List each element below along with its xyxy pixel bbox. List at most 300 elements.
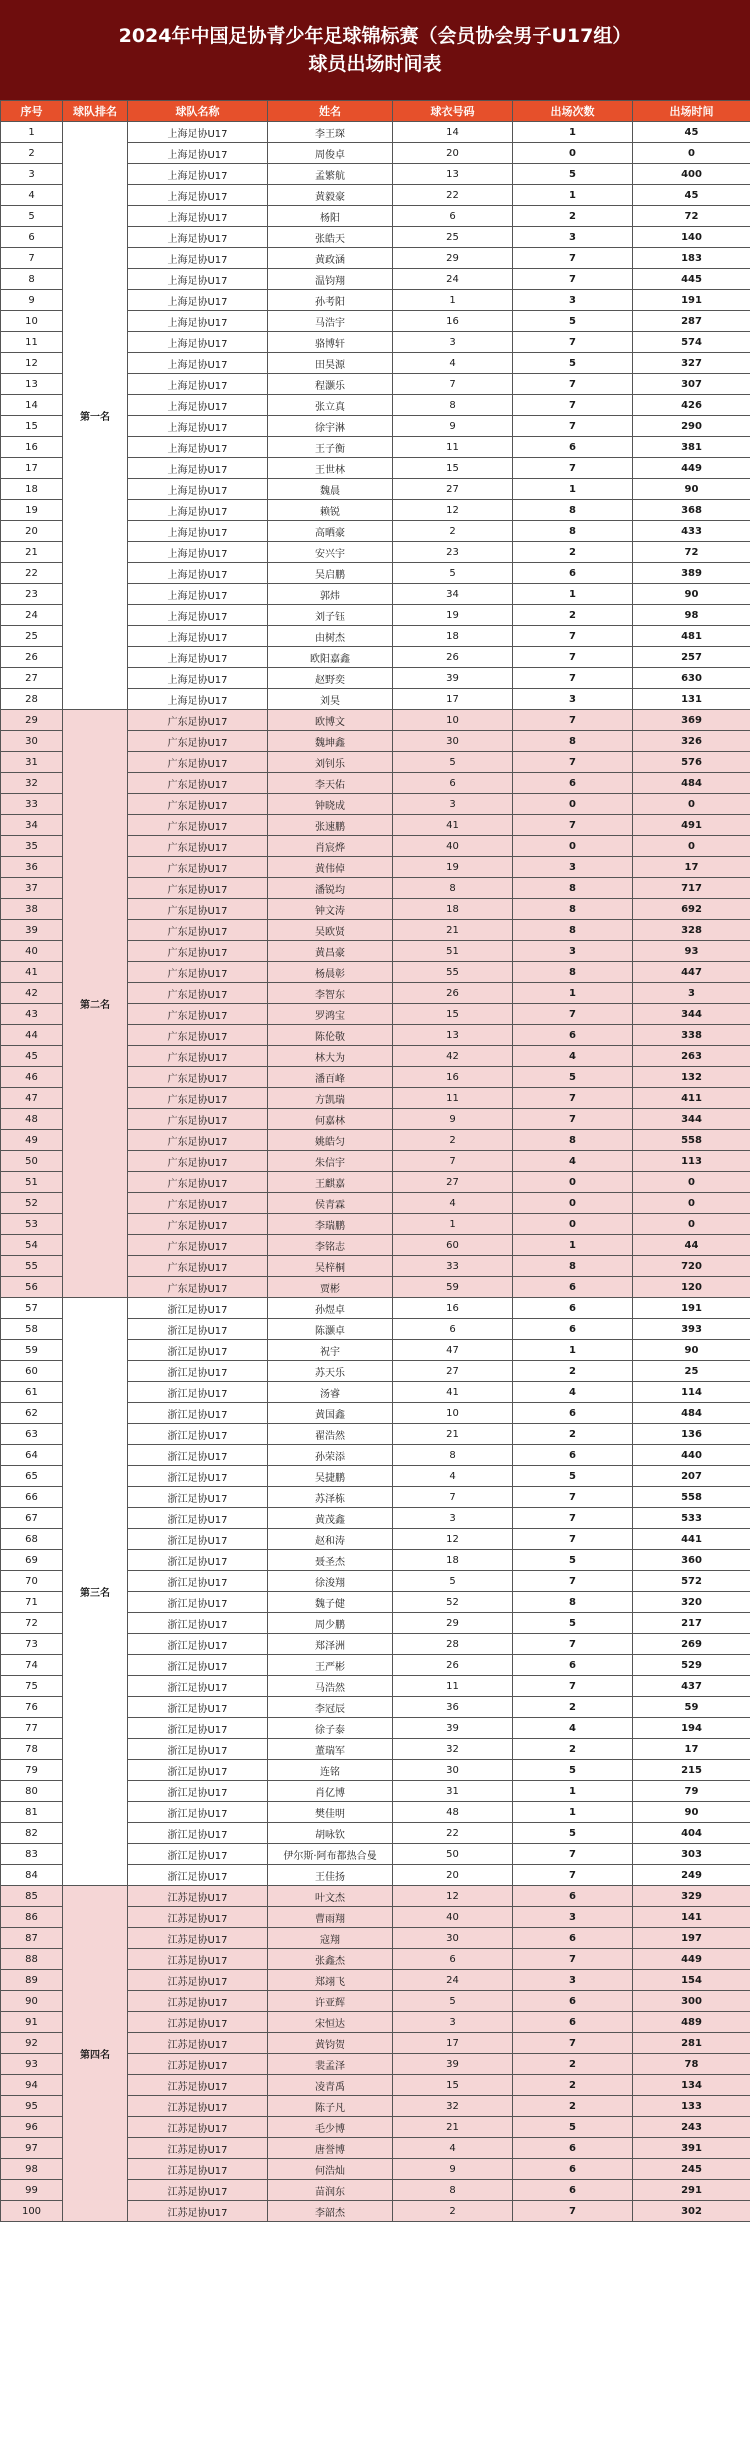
row-index: 87 [1,1928,63,1949]
minutes-cell: 302 [633,2201,750,2222]
team-name-cell: 广东足协U17 [128,731,268,752]
player-name-cell: 魏晨 [268,479,393,500]
player-name-cell: 吴梓桐 [268,1256,393,1277]
jersey-number-cell: 8 [393,1445,513,1466]
minutes-cell: 484 [633,1403,750,1424]
team-name-cell: 上海足协U17 [128,353,268,374]
team-name-cell: 江苏足协U17 [128,2180,268,2201]
player-name-cell: 翟浩然 [268,1424,393,1445]
team-name-cell: 上海足协U17 [128,689,268,710]
appearances-cell: 0 [513,1193,633,1214]
row-index: 89 [1,1970,63,1991]
minutes-cell: 533 [633,1508,750,1529]
minutes-cell: 290 [633,416,750,437]
row-index: 76 [1,1697,63,1718]
team-name-cell: 浙江足协U17 [128,1361,268,1382]
minutes-cell: 17 [633,857,750,878]
jersey-number-cell: 47 [393,1340,513,1361]
jersey-number-cell: 41 [393,815,513,836]
appearances-cell: 2 [513,1424,633,1445]
team-name-cell: 上海足协U17 [128,647,268,668]
table-row [1,122,750,143]
player-minutes-table [0,100,750,2222]
player-name-cell: 黄毅豪 [268,185,393,206]
team-rank-cell: 第一名 [63,122,128,710]
row-index: 35 [1,836,63,857]
jersey-number-cell: 8 [393,878,513,899]
minutes-cell: 389 [633,563,750,584]
player-name-cell: 曹雨翔 [268,1907,393,1928]
team-name-cell: 浙江足协U17 [128,1634,268,1655]
player-name-cell: 吴启鹏 [268,563,393,584]
appearances-cell: 0 [513,1172,633,1193]
jersey-number-cell: 4 [393,2138,513,2159]
appearances-cell: 8 [513,878,633,899]
appearances-cell: 5 [513,164,633,185]
appearances-cell: 5 [513,1466,633,1487]
minutes-cell: 90 [633,479,750,500]
appearances-cell: 6 [513,1298,633,1319]
minutes-cell: 326 [633,731,750,752]
player-name-cell: 骆博轩 [268,332,393,353]
player-name-cell: 钟晓成 [268,794,393,815]
appearances-cell: 7 [513,332,633,353]
row-index: 91 [1,2012,63,2033]
jersey-number-cell: 55 [393,962,513,983]
minutes-cell: 93 [633,941,750,962]
minutes-cell: 574 [633,332,750,353]
team-name-cell: 广东足协U17 [128,1256,268,1277]
appearances-cell: 2 [513,1361,633,1382]
jersey-number-cell: 8 [393,395,513,416]
team-name-cell: 江苏足协U17 [128,2054,268,2075]
jersey-number-cell: 11 [393,1676,513,1697]
player-name-cell: 叶文杰 [268,1886,393,1907]
appearances-cell: 7 [513,1676,633,1697]
row-index: 52 [1,1193,63,1214]
minutes-cell: 481 [633,626,750,647]
jersey-number-cell: 50 [393,1844,513,1865]
team-name-cell: 广东足协U17 [128,962,268,983]
player-name-cell: 魏坤鑫 [268,731,393,752]
row-index: 1 [1,122,63,143]
row-index: 84 [1,1865,63,1886]
minutes-cell: 529 [633,1655,750,1676]
jersey-number-cell: 36 [393,1697,513,1718]
team-name-cell: 上海足协U17 [128,500,268,521]
row-index: 26 [1,647,63,668]
team-name-cell: 江苏足协U17 [128,2201,268,2222]
appearances-cell: 6 [513,1445,633,1466]
minutes-cell: 445 [633,269,750,290]
jersey-number-cell: 30 [393,1928,513,1949]
jersey-number-cell: 41 [393,1382,513,1403]
player-name-cell: 苏天乐 [268,1361,393,1382]
minutes-cell: 0 [633,836,750,857]
team-name-cell: 广东足协U17 [128,878,268,899]
player-name-cell: 由树杰 [268,626,393,647]
player-name-cell: 周少鹏 [268,1613,393,1634]
player-name-cell: 林大为 [268,1046,393,1067]
player-name-cell: 宋恒达 [268,2012,393,2033]
row-index: 80 [1,1781,63,1802]
appearances-cell: 4 [513,1718,633,1739]
header-player-name: 姓名 [268,101,393,122]
minutes-cell: 328 [633,920,750,941]
appearances-cell: 7 [513,248,633,269]
jersey-number-cell: 14 [393,122,513,143]
appearances-cell: 8 [513,731,633,752]
player-name-cell: 吴欧贤 [268,920,393,941]
appearances-cell: 5 [513,2117,633,2138]
team-name-cell: 浙江足协U17 [128,1592,268,1613]
minutes-cell: 437 [633,1676,750,1697]
row-index: 100 [1,2201,63,2222]
row-index: 27 [1,668,63,689]
row-index: 99 [1,2180,63,2201]
appearances-cell: 7 [513,1487,633,1508]
row-index: 22 [1,563,63,584]
team-rank-cell: 第二名 [63,710,128,1298]
team-name-cell: 上海足协U17 [128,374,268,395]
row-index: 49 [1,1130,63,1151]
team-rank-cell: 第四名 [63,1886,128,2222]
team-name-cell: 江苏足协U17 [128,1928,268,1949]
appearances-cell: 7 [513,1571,633,1592]
row-index: 72 [1,1613,63,1634]
minutes-cell: 191 [633,1298,750,1319]
appearances-cell: 7 [513,458,633,479]
player-name-cell: 黄伟倬 [268,857,393,878]
team-name-cell: 广东足协U17 [128,815,268,836]
appearances-cell: 5 [513,353,633,374]
team-name-cell: 上海足协U17 [128,521,268,542]
appearances-cell: 7 [513,1529,633,1550]
jersey-number-cell: 26 [393,1655,513,1676]
jersey-number-cell: 18 [393,1550,513,1571]
appearances-cell: 8 [513,1592,633,1613]
minutes-cell: 141 [633,1907,750,1928]
minutes-cell: 0 [633,1172,750,1193]
team-name-cell: 江苏足协U17 [128,2075,268,2096]
player-name-cell: 孙考阳 [268,290,393,311]
player-name-cell: 杨阳 [268,206,393,227]
player-name-cell: 陈灏卓 [268,1319,393,1340]
player-name-cell: 安兴宇 [268,542,393,563]
team-name-cell: 广东足协U17 [128,1109,268,1130]
team-name-cell: 上海足协U17 [128,185,268,206]
player-name-cell: 徐子泰 [268,1718,393,1739]
minutes-cell: 391 [633,2138,750,2159]
jersey-number-cell: 17 [393,2033,513,2054]
row-index: 78 [1,1739,63,1760]
title-banner [0,0,750,100]
player-name-cell: 黄国鑫 [268,1403,393,1424]
minutes-cell: 558 [633,1130,750,1151]
row-index: 12 [1,353,63,374]
player-name-cell: 李天佑 [268,773,393,794]
row-index: 41 [1,962,63,983]
team-name-cell: 广东足协U17 [128,1046,268,1067]
row-index: 19 [1,500,63,521]
row-index: 36 [1,857,63,878]
jersey-number-cell: 19 [393,605,513,626]
minutes-cell: 154 [633,1970,750,1991]
jersey-number-cell: 18 [393,626,513,647]
minutes-cell: 194 [633,1718,750,1739]
team-name-cell: 江苏足协U17 [128,2096,268,2117]
header-jersey-number: 球衣号码 [393,101,513,122]
player-name-cell: 王世林 [268,458,393,479]
player-name-cell: 李智东 [268,983,393,1004]
table-header-row [1,101,750,122]
jersey-number-cell: 20 [393,143,513,164]
minutes-cell: 140 [633,227,750,248]
player-name-cell: 许亚辉 [268,1991,393,2012]
row-index: 13 [1,374,63,395]
team-name-cell: 浙江足协U17 [128,1508,268,1529]
team-name-cell: 江苏足协U17 [128,1886,268,1907]
appearances-cell: 3 [513,941,633,962]
appearances-cell: 6 [513,1928,633,1949]
row-index: 6 [1,227,63,248]
jersey-number-cell: 40 [393,836,513,857]
player-name-cell: 李王琛 [268,122,393,143]
team-name-cell: 广东足协U17 [128,1088,268,1109]
jersey-number-cell: 9 [393,416,513,437]
jersey-number-cell: 12 [393,500,513,521]
minutes-cell: 360 [633,1550,750,1571]
team-name-cell: 浙江足协U17 [128,1760,268,1781]
team-name-cell: 浙江足协U17 [128,1445,268,1466]
team-name-cell: 浙江足协U17 [128,1550,268,1571]
jersey-number-cell: 9 [393,1109,513,1130]
appearances-cell: 3 [513,1970,633,1991]
appearances-cell: 7 [513,1004,633,1025]
team-name-cell: 上海足协U17 [128,206,268,227]
row-index: 96 [1,2117,63,2138]
minutes-cell: 411 [633,1088,750,1109]
row-index: 73 [1,1634,63,1655]
team-name-cell: 浙江足协U17 [128,1529,268,1550]
appearances-cell: 7 [513,626,633,647]
player-name-cell: 王严彬 [268,1655,393,1676]
team-name-cell: 上海足协U17 [128,143,268,164]
player-name-cell: 方凯瑞 [268,1088,393,1109]
jersey-number-cell: 10 [393,1403,513,1424]
team-name-cell: 广东足协U17 [128,752,268,773]
team-name-cell: 广东足协U17 [128,899,268,920]
player-name-cell: 孙煜卓 [268,1298,393,1319]
jersey-number-cell: 6 [393,1949,513,1970]
header-appearances: 出场次数 [513,101,633,122]
jersey-number-cell: 29 [393,1613,513,1634]
row-index: 51 [1,1172,63,1193]
appearances-cell: 2 [513,2054,633,2075]
player-name-cell: 苏泽栋 [268,1487,393,1508]
team-name-cell: 浙江足协U17 [128,1613,268,1634]
team-name-cell: 上海足协U17 [128,605,268,626]
jersey-number-cell: 5 [393,563,513,584]
row-index: 28 [1,689,63,710]
minutes-cell: 281 [633,2033,750,2054]
appearances-cell: 7 [513,815,633,836]
team-name-cell: 广东足协U17 [128,1151,268,1172]
player-name-cell: 张鑫杰 [268,1949,393,1970]
team-name-cell: 浙江足协U17 [128,1403,268,1424]
player-name-cell: 苗润东 [268,2180,393,2201]
team-name-cell: 浙江足协U17 [128,1571,268,1592]
jersey-number-cell: 6 [393,206,513,227]
player-name-cell: 张速鹏 [268,815,393,836]
player-name-cell: 李韶杰 [268,2201,393,2222]
jersey-number-cell: 59 [393,1277,513,1298]
jersey-number-cell: 4 [393,353,513,374]
row-index: 21 [1,542,63,563]
minutes-cell: 136 [633,1424,750,1445]
appearances-cell: 7 [513,647,633,668]
minutes-cell: 0 [633,794,750,815]
team-name-cell: 广东足协U17 [128,1172,268,1193]
jersey-number-cell: 11 [393,437,513,458]
minutes-cell: 113 [633,1151,750,1172]
jersey-number-cell: 26 [393,983,513,1004]
minutes-cell: 303 [633,1844,750,1865]
team-name-cell: 江苏足协U17 [128,2159,268,2180]
jersey-number-cell: 48 [393,1802,513,1823]
player-name-cell: 赵和涛 [268,1529,393,1550]
jersey-number-cell: 5 [393,752,513,773]
appearances-cell: 8 [513,1130,633,1151]
row-index: 20 [1,521,63,542]
minutes-cell: 449 [633,458,750,479]
jersey-number-cell: 7 [393,1151,513,1172]
player-name-cell: 何浩灿 [268,2159,393,2180]
team-name-cell: 上海足协U17 [128,626,268,647]
minutes-cell: 0 [633,143,750,164]
appearances-cell: 8 [513,962,633,983]
jersey-number-cell: 27 [393,479,513,500]
row-index: 56 [1,1277,63,1298]
minutes-cell: 243 [633,2117,750,2138]
minutes-cell: 120 [633,1277,750,1298]
player-name-cell: 周俊卓 [268,143,393,164]
row-index: 83 [1,1844,63,1865]
appearances-cell: 8 [513,1256,633,1277]
row-index: 57 [1,1298,63,1319]
jersey-number-cell: 60 [393,1235,513,1256]
row-index: 79 [1,1760,63,1781]
player-name-cell: 马浩宇 [268,311,393,332]
row-index: 98 [1,2159,63,2180]
row-index: 97 [1,2138,63,2159]
appearances-cell: 4 [513,1151,633,1172]
player-name-cell: 贾彬 [268,1277,393,1298]
table-row [1,1298,750,1319]
player-name-cell: 连铭 [268,1760,393,1781]
minutes-cell: 72 [633,206,750,227]
player-name-cell: 孟繁航 [268,164,393,185]
appearances-cell: 7 [513,1634,633,1655]
minutes-cell: 217 [633,1613,750,1634]
appearances-cell: 6 [513,1403,633,1424]
jersey-number-cell: 12 [393,1886,513,1907]
header-minutes: 出场时间 [633,101,750,122]
jersey-number-cell: 6 [393,1319,513,1340]
minutes-cell: 344 [633,1109,750,1130]
minutes-cell: 393 [633,1319,750,1340]
team-name-cell: 上海足协U17 [128,416,268,437]
row-index: 59 [1,1340,63,1361]
row-index: 3 [1,164,63,185]
jersey-number-cell: 8 [393,2180,513,2201]
row-index: 69 [1,1550,63,1571]
jersey-number-cell: 6 [393,773,513,794]
row-index: 5 [1,206,63,227]
jersey-number-cell: 13 [393,164,513,185]
player-name-cell: 徐浚翔 [268,1571,393,1592]
minutes-cell: 197 [633,1928,750,1949]
row-index: 74 [1,1655,63,1676]
player-name-cell: 朱信宇 [268,1151,393,1172]
appearances-cell: 3 [513,689,633,710]
row-index: 7 [1,248,63,269]
team-name-cell: 浙江足协U17 [128,1844,268,1865]
minutes-cell: 134 [633,2075,750,2096]
player-name-cell: 程灏乐 [268,374,393,395]
team-name-cell: 浙江足协U17 [128,1655,268,1676]
row-index: 71 [1,1592,63,1613]
minutes-cell: 491 [633,815,750,836]
player-name-cell: 田昊源 [268,353,393,374]
jersey-number-cell: 3 [393,794,513,815]
appearances-cell: 1 [513,983,633,1004]
minutes-cell: 44 [633,1235,750,1256]
team-name-cell: 上海足协U17 [128,437,268,458]
jersey-number-cell: 22 [393,1823,513,1844]
team-name-cell: 江苏足协U17 [128,2033,268,2054]
minutes-cell: 263 [633,1046,750,1067]
player-name-cell: 杨晨彰 [268,962,393,983]
appearances-cell: 3 [513,1907,633,1928]
player-name-cell: 陈子凡 [268,2096,393,2117]
player-name-cell: 赖锐 [268,500,393,521]
appearances-cell: 7 [513,416,633,437]
row-index: 23 [1,584,63,605]
team-name-cell: 广东足协U17 [128,710,268,731]
appearances-cell: 1 [513,479,633,500]
appearances-cell: 7 [513,710,633,731]
row-index: 14 [1,395,63,416]
minutes-cell: 45 [633,122,750,143]
player-name-cell: 潘百峰 [268,1067,393,1088]
table-row [1,1886,750,1907]
player-name-cell: 刘昊 [268,689,393,710]
row-index: 48 [1,1109,63,1130]
player-name-cell: 黄昌豪 [268,941,393,962]
minutes-cell: 404 [633,1823,750,1844]
team-name-cell: 江苏足协U17 [128,1907,268,1928]
appearances-cell: 0 [513,794,633,815]
appearances-cell: 6 [513,1025,633,1046]
appearances-cell: 1 [513,1235,633,1256]
jersey-number-cell: 30 [393,1760,513,1781]
appearances-cell: 2 [513,542,633,563]
jersey-number-cell: 3 [393,2012,513,2033]
minutes-cell: 720 [633,1256,750,1277]
jersey-number-cell: 40 [393,1907,513,1928]
minutes-cell: 489 [633,2012,750,2033]
